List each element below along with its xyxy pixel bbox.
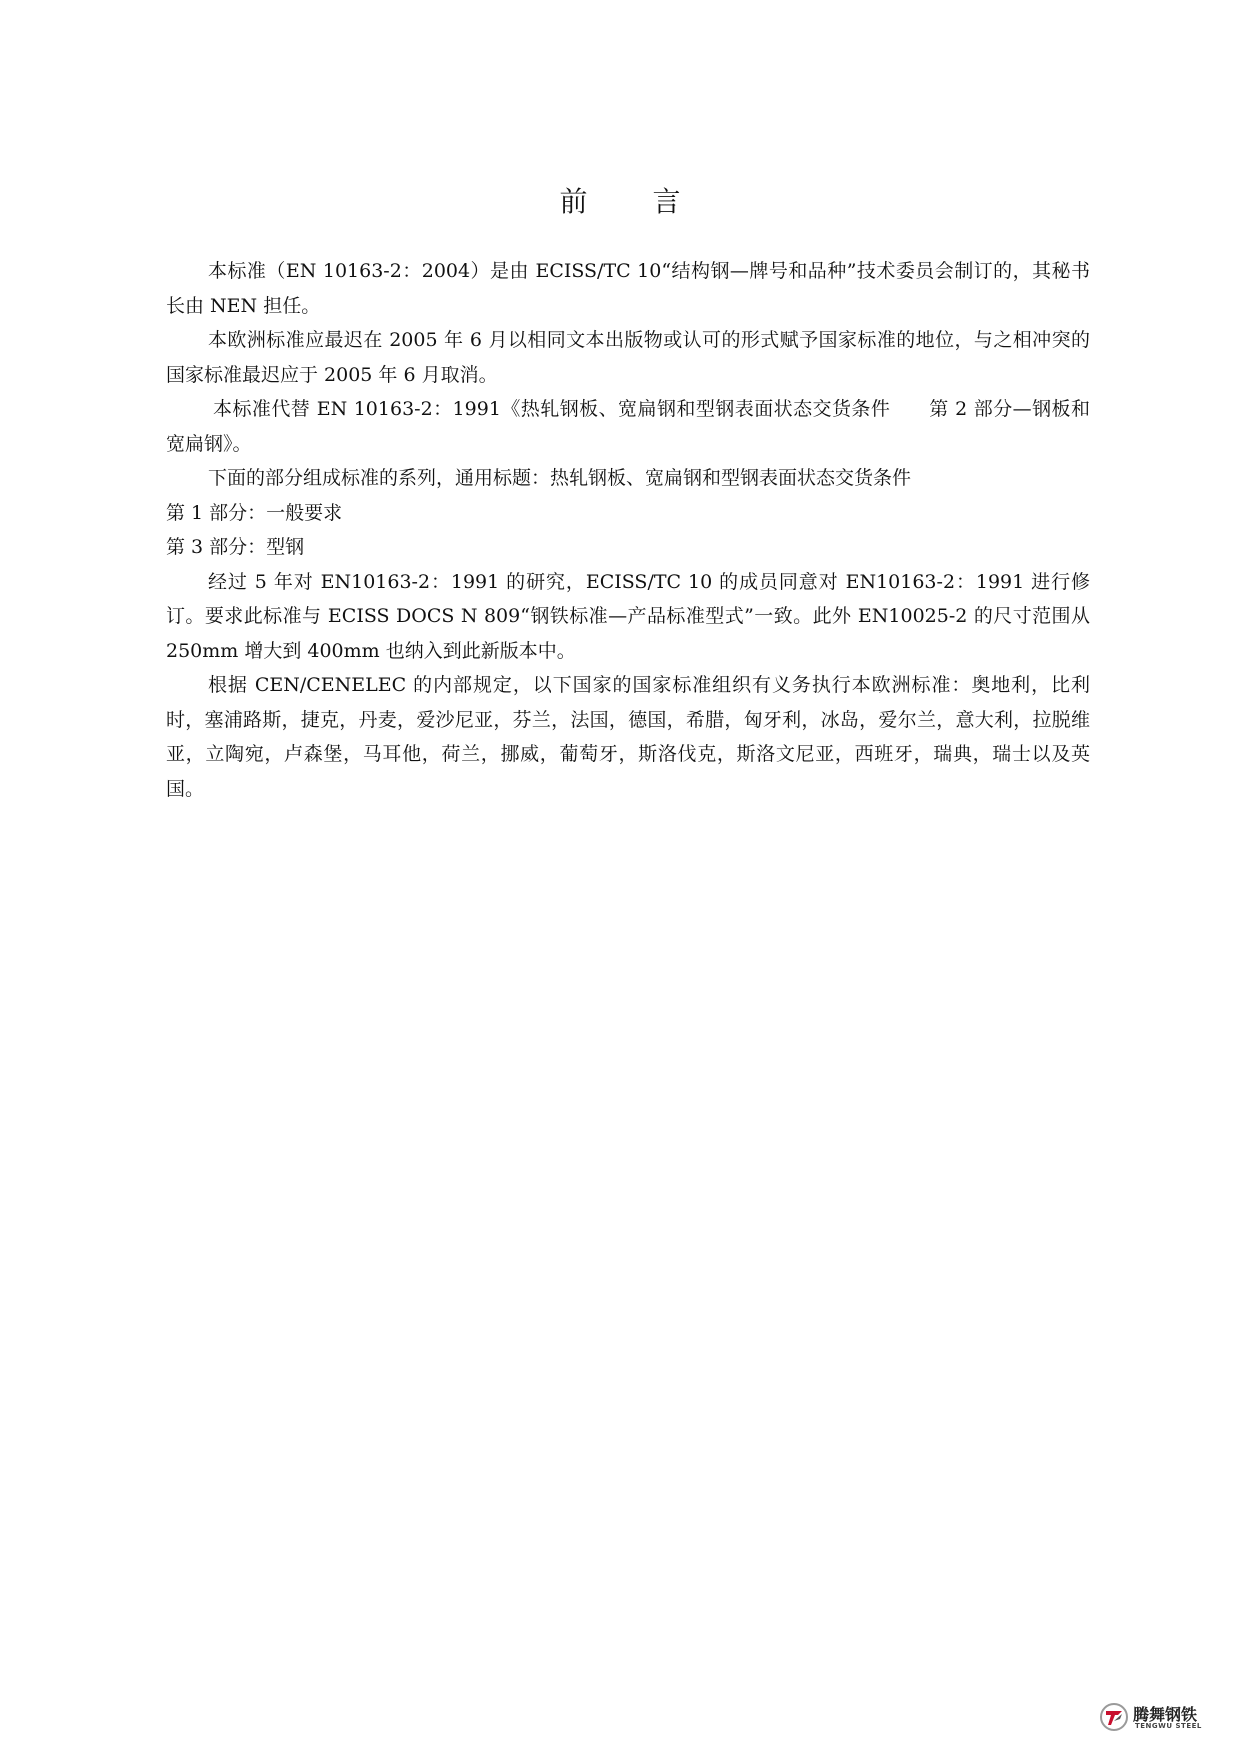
paragraph-supersedes: 本标准代替 EN 10163-2：1991《热轧钢板、宽扁钢和型钢表面状态交货条件 第 2 部分—钢板和宽扁钢》。 [166, 398, 1090, 455]
company-logo [1099, 1700, 1214, 1734]
paragraph-revision: 经过 5 年对 EN10163-2：1991 的研究，ECISS/TC 10 的成员同意对 EN10163-2：1991 进行修订。要求此标准与 ECISS DOCS N 809“钢铁标准—产品标准型式”一致。此外 EN10025-2 的尺寸范围从 250mm 增大到 400mm 也纳入到此新版本中。 [166, 570, 1090, 662]
paragraph-part-3: 第 3 部分：型钢 [166, 536, 305, 558]
document-body [166, 254, 1090, 806]
page-title: 前 言 [559, 185, 709, 218]
logo-name-en: TENGWU STEEL [1135, 1722, 1202, 1730]
logo-mark-icon [1099, 1702, 1129, 1732]
paragraph-national-status: 本欧洲标准应最迟在 2005 年 6 月以相同文本出版物或认可的形式赋予国家标准的地位，与之相冲突的国家标准最迟应于 2005 年 6 月取消。 [166, 329, 1090, 386]
paragraph-member-countries: 根据 CEN/CENELEC 的内部规定，以下国家的国家标准组织有义务执行本欧洲标准：奥地利，比利时，塞浦路斯，捷克，丹麦，爱沙尼亚，芬兰，法国，德国，希腊，匈牙利，冰岛，爱尔兰，意大利，拉脱维亚，立陶宛，卢森堡，马耳他，荷兰，挪威，葡萄牙，斯洛伐克，斯洛文尼亚，西班牙，瑞典，瑞士以及英国。 [166, 674, 1090, 800]
logo-name-cn: 腾舞钢铁 [1133, 1705, 1198, 1724]
paragraph-series-title: 下面的部分组成标准的系列，通用标题：热轧钢板、宽扁钢和型钢表面状态交货条件 [208, 467, 912, 489]
paragraph-standard-origin: 本标准（EN 10163-2：2004）是由 ECISS/TC 10“结构钢—牌号和品种”技术委员会制订的，其秘书长由 NEN 担任。 [166, 260, 1090, 317]
paragraph-part-1: 第 1 部分：一般要求 [166, 501, 343, 524]
